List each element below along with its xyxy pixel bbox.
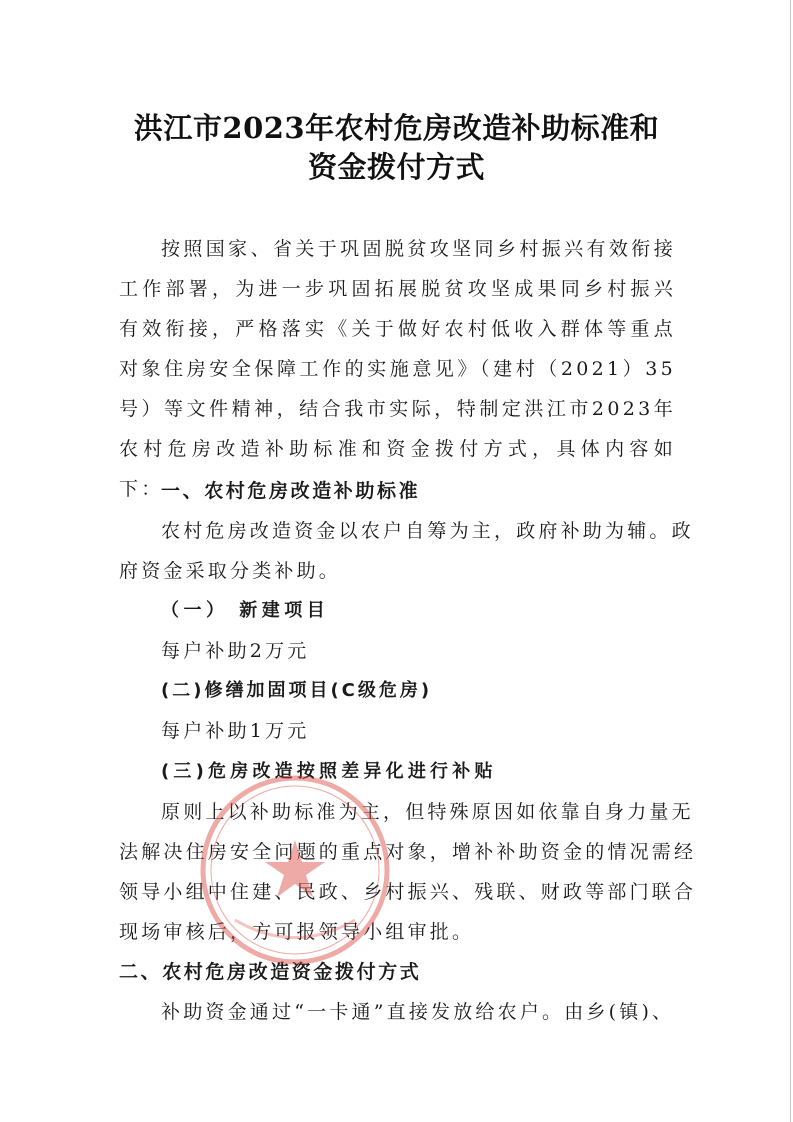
document-title-line1: 洪江市2023年农村危房改造补助标准和 (133, 111, 660, 145)
subsection1-heading: （一） 新建项目 (161, 600, 330, 621)
page-edge (790, 0, 791, 1122)
subsection3-line3: 领导小组中住建、民政、乡村振兴、残联、财政等部门联合 (119, 881, 697, 903)
subsection2-heading: (二)修缮加固项目(C级危房) (161, 680, 433, 701)
subsection3-line4: 现场审核后，方可报领导小组审批。 (119, 921, 475, 943)
subsection3-line1: 原则上以补助标准为主，但特殊原因如依靠自身力量无 (161, 801, 694, 823)
subsection1-text: 每户补助2万元 (161, 640, 310, 662)
subsection3-line2: 法解决住房安全问题的重点对象，增补补助资金的情况需经 (119, 841, 697, 863)
subsection3-heading: (三)危房改造按照差异化进行补贴 (161, 761, 497, 782)
section1-heading: 一、农村危房改造补助标准 (161, 480, 421, 502)
section1-paragraph-line2: 府资金采取分类补助。 (119, 560, 342, 582)
section1-paragraph-line1: 农村危房改造资金以农户自筹为主，政府补助为辅。政 (161, 520, 694, 542)
intro-paragraph: 按照国家、省关于巩固脱贫攻坚同乡村振兴有效衔接工作部署，为进一步巩固拓展脱贫攻坚成果同乡村振兴有效衔接，严格落实《关于做好农村低收入群体等重点对象住房安全保障工作的实施意见》（建村（2021）35号）等文件精神，结合我市实际，特制定洪江市2023年农村危房改造补助标准和资金拨付方式，具体内容如下： (119, 238, 676, 500)
section2-heading: 二、农村危房改造资金拨付方式 (119, 961, 422, 983)
document-title-line2: 资金拨付方式 (307, 150, 485, 184)
section2-line1: 补助资金通过“一卡通”直接发放给农户。由乡(镇)、 (161, 1001, 675, 1023)
subsection2-text: 每户补助1万元 (161, 720, 310, 742)
